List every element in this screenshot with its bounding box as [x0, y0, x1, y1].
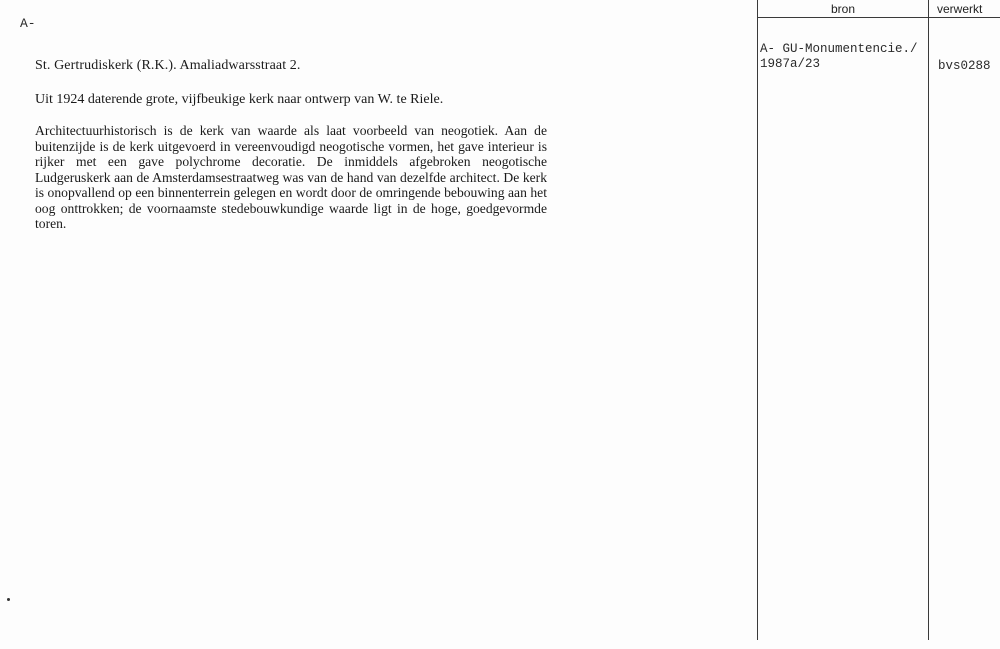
document-title: St. Gertrudiskerk (R.K.). Amaliadwarsstraat 2. [35, 58, 301, 73]
bron-entry-line-1: A- GU-Monumentencie./ [760, 42, 918, 56]
document-body: Architectuurhistorisch is de kerk van waarde als laat voorbeeld van neogotiek. Aan de buitenzijde is de kerk uitgevoerd in vereenvoudigd neogotische vormen, het gave interieur is rijker met een gave polychrome decoratie. De inmiddels afgebroken neogotische Ludgeruskerk aan de Amsterdamsestraatweg was van de hand van dezelfde architect. De kerk is onopvallend op een binnenterrein gelegen en wordt door de omringende bebouwing aan het oog onttrokken; de voornaamste stedebouwkundige waarde ligt in de hoge, goedgevormde toren. [35, 123, 547, 231]
verwerkt-entry: bvs0288 [938, 59, 991, 73]
document-intro: Uit 1924 daterende grote, vijfbeukige kerk naar ontwerp van W. te Riele. [35, 92, 444, 107]
bron-entry [760, 42, 918, 72]
header-rule [757, 17, 1000, 18]
column-divider-middle [928, 0, 929, 640]
bron-entry-line-2: 1987a/23 [760, 57, 821, 71]
scan-speck [7, 598, 10, 601]
bron-column-header: bron [831, 2, 856, 16]
verwerkt-column-header: verwerkt [937, 2, 983, 16]
document-code: A- [20, 16, 36, 31]
column-divider-left [757, 0, 758, 640]
